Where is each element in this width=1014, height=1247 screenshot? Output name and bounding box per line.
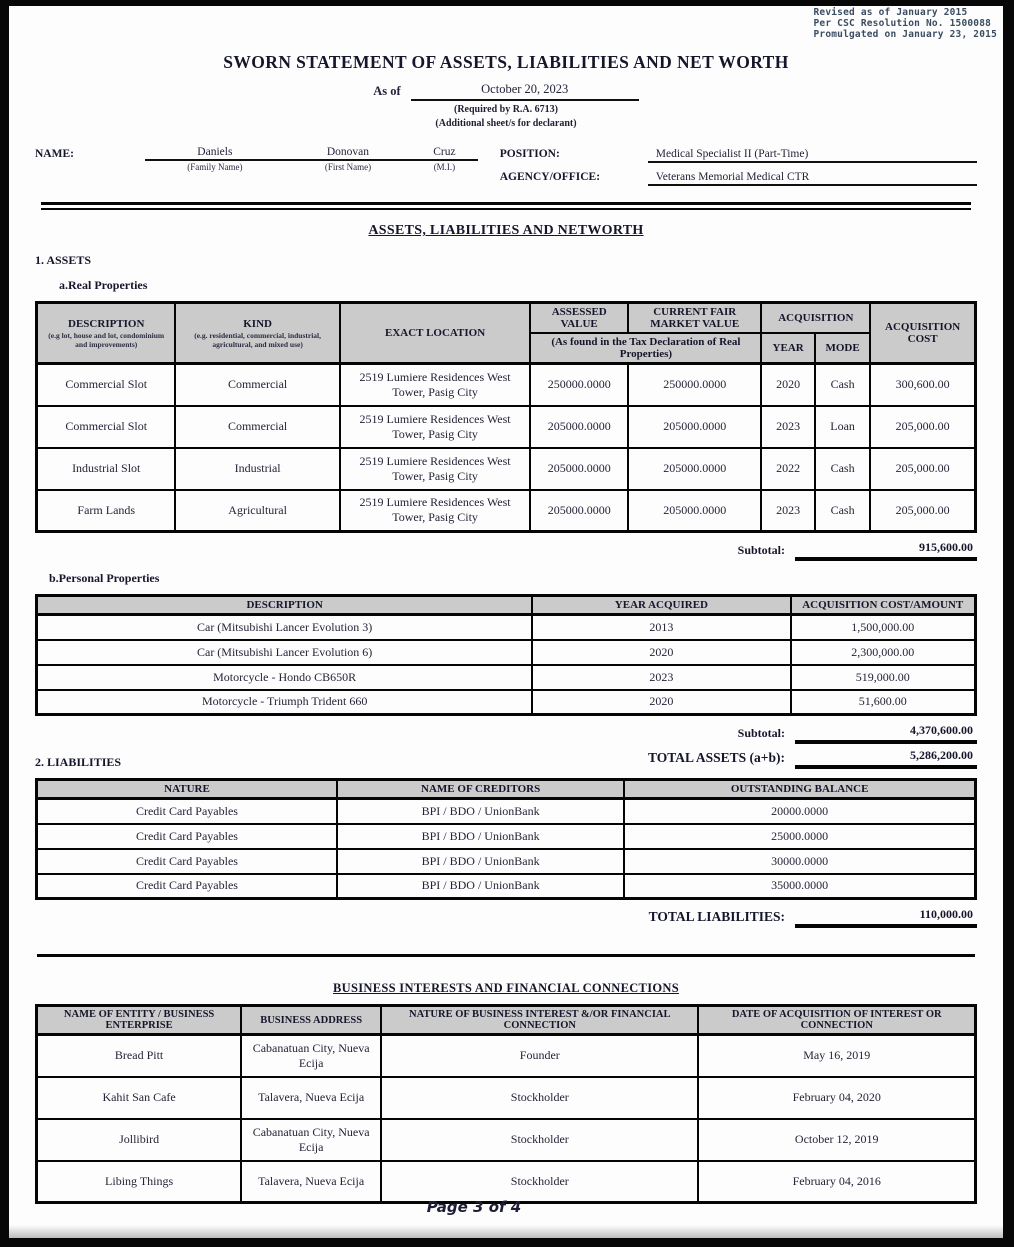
cell-market: 250000.0000 xyxy=(628,364,761,406)
cell-acquisition-date: February 04, 2016 xyxy=(698,1161,975,1203)
col-tax-declaration-note: (As found in the Tax Declaration of Real Properties) xyxy=(530,333,761,364)
position-label: POSITION: xyxy=(499,148,560,160)
col-pp-description: DESCRIPTION xyxy=(37,596,533,615)
cell-entity-name: Libing Things xyxy=(37,1161,242,1203)
cell-balance: 30000.0000 xyxy=(624,849,975,874)
cell-cost: 205,000.00 xyxy=(870,406,975,448)
total-liabilities-row xyxy=(35,907,977,928)
col-kind-title: KIND xyxy=(243,317,272,330)
family-name-caption: (Family Name) xyxy=(187,162,243,172)
cell-nature: Credit Card Payables xyxy=(37,799,337,824)
col-creditors: NAME OF CREDITORS xyxy=(337,780,624,799)
cell-mode: Loan xyxy=(815,406,870,448)
cell-business-address: Talavera, Nueva Ecija xyxy=(241,1077,381,1119)
cell-location: 2519 Lumiere Residences West Tower, Pasig City xyxy=(340,490,531,532)
cell-acquisition-date: February 04, 2020 xyxy=(698,1077,975,1119)
col-description-note: (e.g lot, house and lot, condominium and improvements) xyxy=(48,330,165,349)
document-title: SWORN STATEMENT OF ASSETS, LIABILITIES AND NET WORTH xyxy=(223,52,789,72)
agency-label: AGENCY/OFFICE: xyxy=(499,171,601,183)
cell-creditors: BPI / BDO / UnionBank xyxy=(337,824,624,849)
cell-balance: 35000.0000 xyxy=(624,874,975,899)
cell-location: 2519 Lumiere Residences West Tower, Pasig City xyxy=(340,448,531,490)
col-year: YEAR xyxy=(761,333,815,364)
first-name-caption: (First Name) xyxy=(324,162,372,172)
cell-description: Commercial Slot xyxy=(37,406,176,448)
col-exact-location: EXACT LOCATION xyxy=(340,303,531,364)
cell-pp-description: Car (Mitsubishi Lancer Evolution 3) xyxy=(37,615,533,640)
col-outstanding-balance: OUTSTANDING BALANCE xyxy=(624,780,975,799)
business-row xyxy=(37,1035,976,1077)
as-of-date-field: October 20, 2023 xyxy=(411,82,639,101)
cell-description: Farm Lands xyxy=(37,490,176,532)
real-property-row xyxy=(37,490,976,532)
total-liabilities-value: 110,000.00 xyxy=(795,907,977,928)
col-assessed-value: ASSESSED VALUE xyxy=(530,303,628,334)
col-acquisition-date: DATE OF ACQUISITION OF INTEREST OR CONNECTION xyxy=(698,1006,975,1035)
total-liabilities-label: TOTAL LIABILITIES: xyxy=(648,909,785,924)
cell-pp-year: 2020 xyxy=(532,690,790,715)
cell-pp-cost: 2,300,000.00 xyxy=(791,640,976,665)
cell-business-nature: Stockholder xyxy=(381,1161,698,1203)
subtotal-label: Subtotal: xyxy=(737,726,785,740)
cell-nature: Credit Card Payables xyxy=(37,824,337,849)
name-fields xyxy=(145,146,478,192)
cell-year: 2023 xyxy=(761,406,815,448)
liabilities-section-label: 2. LIABILITIES xyxy=(35,755,122,769)
col-pp-acquisition-cost: ACQUISITION COST/AMOUNT xyxy=(791,596,976,615)
header-divider xyxy=(41,202,971,210)
cell-mode: Cash xyxy=(815,448,870,490)
revision-line-1: Revised as of January 2015 xyxy=(813,7,968,18)
col-nature: NATURE xyxy=(37,780,337,799)
assets-liabilities-heading: ASSETS, LIABILITIES AND NETWORTH xyxy=(368,223,644,238)
cell-pp-year: 2020 xyxy=(532,640,790,665)
cell-market: 205000.0000 xyxy=(628,490,761,532)
col-kind xyxy=(175,303,339,364)
cell-assessed: 250000.0000 xyxy=(530,364,628,406)
cell-entity-name: Jollibird xyxy=(37,1119,242,1161)
revision-line-2: Per CSC Resolution No. 1500088 xyxy=(813,18,992,29)
real-properties-subtotal-row xyxy=(35,540,977,561)
position-row xyxy=(500,146,977,163)
agency-row xyxy=(500,169,977,186)
document-content xyxy=(9,52,1003,1204)
name-label: NAME: xyxy=(35,148,74,160)
real-property-row xyxy=(37,406,976,448)
personal-properties-label: b.Personal Properties xyxy=(49,571,160,585)
cell-pp-cost: 519,000.00 xyxy=(791,665,976,690)
section-divider xyxy=(37,954,975,957)
cell-mode: Cash xyxy=(815,364,870,406)
liabilities-table xyxy=(35,778,977,900)
cell-cost: 205,000.00 xyxy=(870,490,975,532)
cell-pp-cost: 51,600.00 xyxy=(791,690,976,715)
cell-cost: 300,600.00 xyxy=(870,364,975,406)
cell-business-address: Cabanatuan City, Nueva Ecija xyxy=(241,1035,381,1077)
cell-year: 2022 xyxy=(761,448,815,490)
cell-market: 205000.0000 xyxy=(628,448,761,490)
cell-kind: Agricultural xyxy=(175,490,339,532)
liability-row xyxy=(37,874,976,899)
liability-row xyxy=(37,824,976,849)
col-kind-note: (e.g. residential, commercial, industrial, agricultural, and mixed use) xyxy=(194,330,322,349)
cell-entity-name: Bread Pitt xyxy=(37,1035,242,1077)
cell-business-address: Talavera, Nueva Ecija xyxy=(241,1161,381,1203)
real-property-row xyxy=(37,448,976,490)
liability-row xyxy=(37,799,976,824)
cell-pp-description: Motorcycle - Hondo CB650R xyxy=(37,665,533,690)
real-properties-label: a.Real Properties xyxy=(59,278,148,292)
cell-entity-name: Kahit San Cafe xyxy=(37,1077,242,1119)
col-acquisition: ACQUISITION xyxy=(761,303,870,334)
real-properties-table xyxy=(35,301,977,533)
cell-pp-description: Motorcycle - Triumph Trident 660 xyxy=(37,690,533,715)
cell-pp-year: 2013 xyxy=(532,615,790,640)
col-business-nature: NATURE OF BUSINESS INTEREST &/OR FINANCIAL CONNECTION xyxy=(381,1006,698,1035)
cell-business-nature: Founder xyxy=(381,1035,698,1077)
personal-property-row xyxy=(37,640,976,665)
position-agency-block xyxy=(478,146,977,192)
col-current-fair-market-value: CURRENT FAIR MARKET VALUE xyxy=(628,303,761,334)
cell-nature: Credit Card Payables xyxy=(37,874,337,899)
cell-location: 2519 Lumiere Residences West Tower, Pasig City xyxy=(340,406,531,448)
cell-kind: Commercial xyxy=(175,406,339,448)
cell-description: Industrial Slot xyxy=(37,448,176,490)
revision-line-3: Promulgated on January 23, 2015 xyxy=(813,29,997,40)
business-row xyxy=(37,1161,976,1203)
cell-assessed: 205000.0000 xyxy=(530,490,628,532)
cell-business-nature: Stockholder xyxy=(381,1077,698,1119)
cell-business-address: Cabanatuan City, Nueva Ecija xyxy=(241,1119,381,1161)
personal-property-row xyxy=(37,615,976,640)
page-number: Page 3 of 4 xyxy=(426,1198,522,1216)
business-interests-table xyxy=(35,1004,977,1204)
personal-properties-subtotal-row xyxy=(35,723,977,744)
col-acquisition-cost: ACQUISITION COST xyxy=(870,303,975,364)
first-name-field: Donovan xyxy=(326,146,370,158)
name-captions-row xyxy=(145,161,478,172)
middle-initial-field: Cruz xyxy=(433,146,456,158)
cell-creditors: BPI / BDO / UnionBank xyxy=(337,849,624,874)
name-block xyxy=(35,146,478,192)
real-properties-subtotal-value: 915,600.00 xyxy=(795,540,977,561)
subtotal-label: Subtotal: xyxy=(737,543,785,557)
cell-mode: Cash xyxy=(815,490,870,532)
middle-initial-caption: (M.I.) xyxy=(433,162,456,172)
cell-year: 2020 xyxy=(761,364,815,406)
revision-note xyxy=(813,7,997,40)
as-of-row xyxy=(35,82,977,101)
cell-kind: Industrial xyxy=(175,448,339,490)
liability-row xyxy=(37,849,976,874)
total-assets-value: 5,286,200.00 xyxy=(795,748,977,769)
personal-properties-subtotal-value: 4,370,600.00 xyxy=(795,723,977,744)
cell-pp-description: Car (Mitsubishi Lancer Evolution 6) xyxy=(37,640,533,665)
business-row xyxy=(37,1077,976,1119)
cell-assessed: 205000.0000 xyxy=(530,406,628,448)
business-row xyxy=(37,1119,976,1161)
cell-market: 205000.0000 xyxy=(628,406,761,448)
cell-creditors: BPI / BDO / UnionBank xyxy=(337,799,624,824)
required-note: (Required by R.A. 6713) xyxy=(454,104,558,115)
cell-pp-cost: 1,500,000.00 xyxy=(791,615,976,640)
col-description xyxy=(37,303,176,364)
business-interests-heading: BUSINESS INTERESTS AND FINANCIAL CONNECTIONS xyxy=(333,981,679,995)
real-property-row xyxy=(37,364,976,406)
col-business-address: BUSINESS ADDRESS xyxy=(241,1006,381,1035)
cell-acquisition-date: May 16, 2019 xyxy=(698,1035,975,1077)
col-entity-name: NAME OF ENTITY / BUSINESS ENTERPRISE xyxy=(37,1006,242,1035)
cell-description: Commercial Slot xyxy=(37,364,176,406)
as-of-label: As of xyxy=(373,84,401,98)
name-values-row xyxy=(145,146,478,161)
cell-year: 2023 xyxy=(761,490,815,532)
identity-section xyxy=(35,146,977,192)
cell-balance: 25000.0000 xyxy=(624,824,975,849)
personal-property-row xyxy=(37,690,976,715)
col-description-title: DESCRIPTION xyxy=(68,317,145,330)
cell-creditors: BPI / BDO / UnionBank xyxy=(337,874,624,899)
cell-business-nature: Stockholder xyxy=(381,1119,698,1161)
assets-section-label: 1. ASSETS xyxy=(35,253,92,267)
cell-balance: 20000.0000 xyxy=(624,799,975,824)
family-name-field: Daniels xyxy=(197,146,233,158)
col-mode: MODE xyxy=(815,333,870,364)
cell-nature: Credit Card Payables xyxy=(37,849,337,874)
personal-property-row xyxy=(37,665,976,690)
cell-cost: 205,000.00 xyxy=(870,448,975,490)
cell-acquisition-date: October 12, 2019 xyxy=(698,1119,975,1161)
cell-assessed: 205000.0000 xyxy=(530,448,628,490)
scan-shadow xyxy=(9,1225,1003,1238)
cell-pp-year: 2023 xyxy=(532,665,790,690)
col-pp-year-acquired: YEAR ACQUIRED xyxy=(532,596,790,615)
agency-field: Veterans Memorial Medical CTR xyxy=(648,169,977,186)
total-assets-label: TOTAL ASSETS (a+b): xyxy=(648,750,785,765)
cell-location: 2519 Lumiere Residences West Tower, Pasig City xyxy=(340,364,531,406)
position-field: Medical Specialist II (Part-Time) xyxy=(648,146,977,163)
cell-kind: Commercial xyxy=(175,364,339,406)
personal-properties-table xyxy=(35,594,977,716)
additional-sheet-note: (Additional sheet/s for declarant) xyxy=(435,118,577,129)
